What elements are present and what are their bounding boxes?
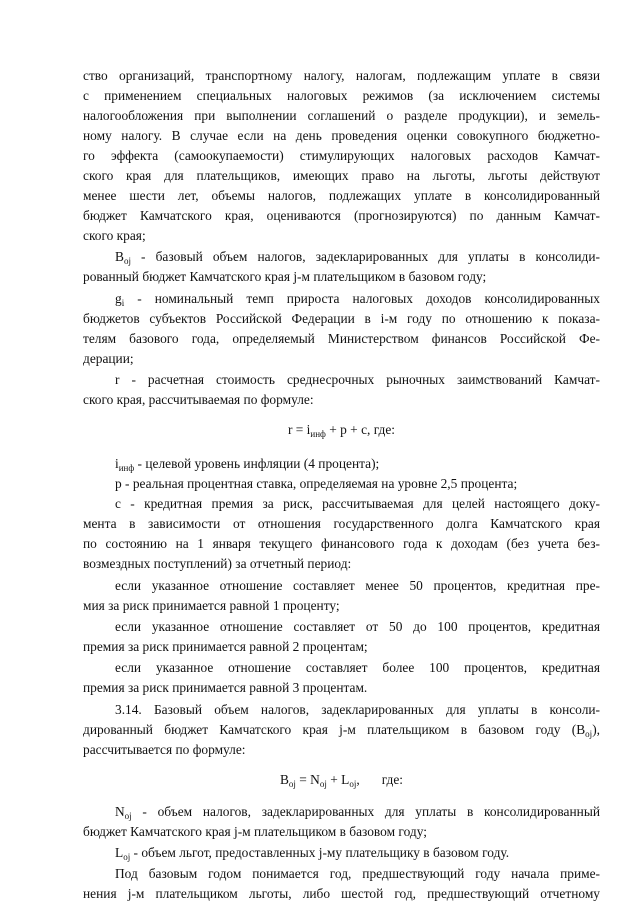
text-line: ского края для плательщиков, имеющих право на льготы, льготы действуют	[83, 168, 600, 183]
subscript: oj	[288, 779, 296, 789]
subscript: oj	[319, 779, 327, 789]
text-line: дерации;	[83, 351, 134, 366]
formula-b-oj	[83, 770, 600, 789]
formula-part: r = i	[287, 422, 311, 437]
definition-g-i	[115, 289, 600, 308]
formula-part: где:	[381, 772, 403, 787]
definition-l-oj	[115, 843, 600, 862]
text-line: бюджетов субъектов Российской Федерации в i-м году по отношению к показа-	[83, 311, 600, 326]
text-line: ского края, рассчитываемая по формуле:	[83, 392, 314, 407]
text-line: го эффекта (самоокупаемости) стимулирующих налоговых расходов Камчат-	[83, 148, 600, 163]
formula-part: = N	[295, 772, 320, 787]
definition-text: - объем налогов, задекларированных для уплаты в консолидированный	[131, 804, 600, 819]
subscript: oj	[349, 779, 357, 789]
symbol: L	[115, 845, 124, 860]
text-line: ского края;	[83, 228, 146, 243]
text-line: возмездных поступлений) за отчетный период:	[83, 556, 352, 571]
symbol: N	[115, 804, 125, 819]
definition-b-oj	[115, 247, 600, 266]
text-line: премия за риск принимается равной 2 процентам;	[83, 639, 368, 654]
text-line	[83, 720, 600, 739]
symbol: g	[115, 291, 122, 306]
text-line: с применением специальных налоговых режимов (за исключением системы	[83, 88, 600, 103]
case-3: если указанное отношение составляет более 100 процентов, кредитная	[115, 660, 600, 675]
formula-part: B	[279, 772, 289, 787]
text-line: бюджет Камчатского края j-м плательщиком в базовом году;	[83, 824, 427, 839]
text-line: рованный бюджет Камчатского края j-м плательщиком в базовом году;	[83, 269, 487, 284]
definition-p: p - реальная процентная ставка, определяемая на уровне 2,5 процента;	[115, 476, 518, 491]
definition-c: c - кредитная премия за риск, рассчитываемая для целей настоящего доку-	[115, 496, 600, 511]
subscript: oj	[123, 256, 131, 266]
subscript: инф	[118, 463, 135, 473]
definition-n-oj	[115, 802, 600, 821]
case-2: если указанное отношение составляет от 50 до 100 процентов, кредитная	[115, 619, 600, 634]
text-line: бюджет Камчатского края, оцениваются (прогнозируются) по данным Камчат-	[83, 208, 600, 223]
text-line: рассчитывается по формуле:	[83, 742, 246, 757]
text-line: налогообложения при выполнении соглашений о разделе продукции), и земель-	[83, 108, 600, 123]
subscript: oj	[124, 811, 132, 821]
subscript: i	[121, 298, 125, 308]
subscript: oj	[123, 852, 131, 862]
definition-text: - базовый объем налогов, задекларированных для уплаты в консолиди-	[130, 249, 600, 264]
text-line: телям базового года, определяемый Министерством финансов Российской Фе-	[83, 331, 600, 346]
formula-part: + p + c, где:	[325, 422, 396, 437]
text-line: ному налогу. В случае если на день проведения оценки совокупного бюджетно-	[83, 128, 600, 143]
text-part: дированный бюджет Камчатского края j-м плательщиком в базовом году (B	[83, 722, 586, 737]
text-line: менее шести лет, объемы налогов, подлежащих уплате в консолидированный	[83, 188, 600, 203]
definition-text: - целевой уровень инфляции (4 процента);	[134, 456, 380, 471]
formula-r	[83, 420, 600, 439]
definition-r: r - расчетная стоимость среднесрочных рыночных заимствований Камчат-	[115, 372, 600, 387]
text-line: мия за риск принимается равной 1 проценту;	[83, 598, 340, 613]
formula-part: ,	[356, 772, 360, 787]
subscript: oj	[585, 729, 593, 739]
text-part: ),	[592, 722, 600, 737]
case-1: если указанное отношение составляет менее 50 процентов, кредитная пре-	[115, 578, 600, 593]
definition-i-inf	[115, 454, 600, 473]
section-3-14: 3.14. Базовый объем налогов, задекларированных для уплаты в консоли-	[115, 702, 600, 717]
definition-text: - номинальный темп прироста налоговых доходов консолидированных	[124, 291, 600, 306]
subscript: инф	[310, 429, 326, 439]
formula-part: + L	[326, 772, 350, 787]
text-line: ство организаций, транспортному налогу, налогам, подлежащим уплате в связи	[83, 68, 600, 83]
symbol: i	[115, 456, 119, 471]
symbol: B	[115, 249, 124, 264]
text-line: по состоянию на 1 января текущего финансового года к доходам (без учета без-	[83, 536, 600, 551]
text-line: премия за риск принимается равной 3 процентам.	[83, 680, 368, 695]
base-year-paragraph: Под базовым годом понимается год, предшествующий году начала приме-	[115, 866, 600, 881]
text-line: нения j-м плательщиком льготы, либо шестой год, предшествующий отчетному	[83, 886, 600, 901]
text-line: мента в зависимости от отношения государственного долга Камчатского края	[83, 516, 600, 531]
definition-text: - объем льгот, предоставленных j-му плательщику в базовом году.	[130, 845, 510, 860]
